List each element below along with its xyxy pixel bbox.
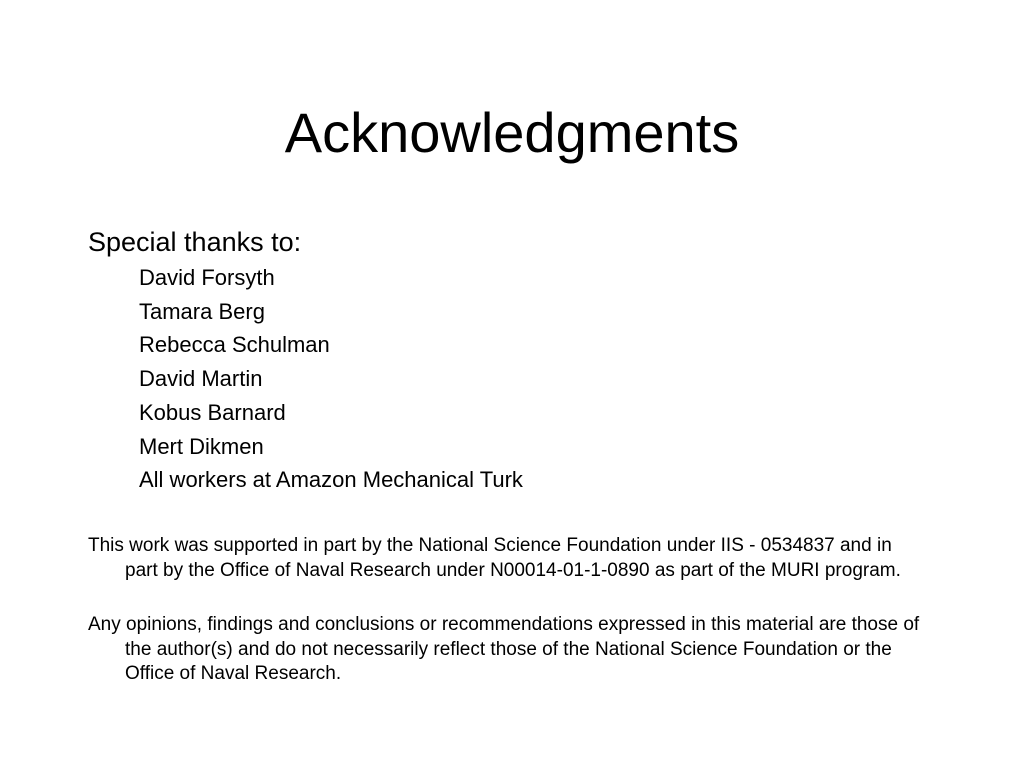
thanks-list-item: Tamara Berg [139,298,265,324]
thanks-list-item: Kobus Barnard [139,399,286,425]
disclaimer-paragraph: Any opinions, findings and conclusions or recommendations expressed in this material are those of the author(s) and do not necessarily reflect those of the National Science Foundation or the Office of Naval Research. [88,614,920,684]
thanks-list-item: All workers at Amazon Mechanical Turk [139,467,523,493]
thanks-list-item: Mert Dikmen [139,433,264,459]
thanks-list-item: David Forsyth [139,265,275,290]
thanks-list-item: Rebecca Schulman [139,332,330,358]
funding-paragraph: This work was supported in part by the National Science Foundation under IIS - 0534837 and in part by the Office of Naval Research under N00014-01-1-0890 as part of the MURI program. [88,535,901,581]
thanks-list-item: David Martin [139,366,263,392]
slide-title: Acknowledgments [284,101,740,164]
special-thanks-heading: Special thanks to: [88,227,302,257]
thanks-list [139,261,523,497]
